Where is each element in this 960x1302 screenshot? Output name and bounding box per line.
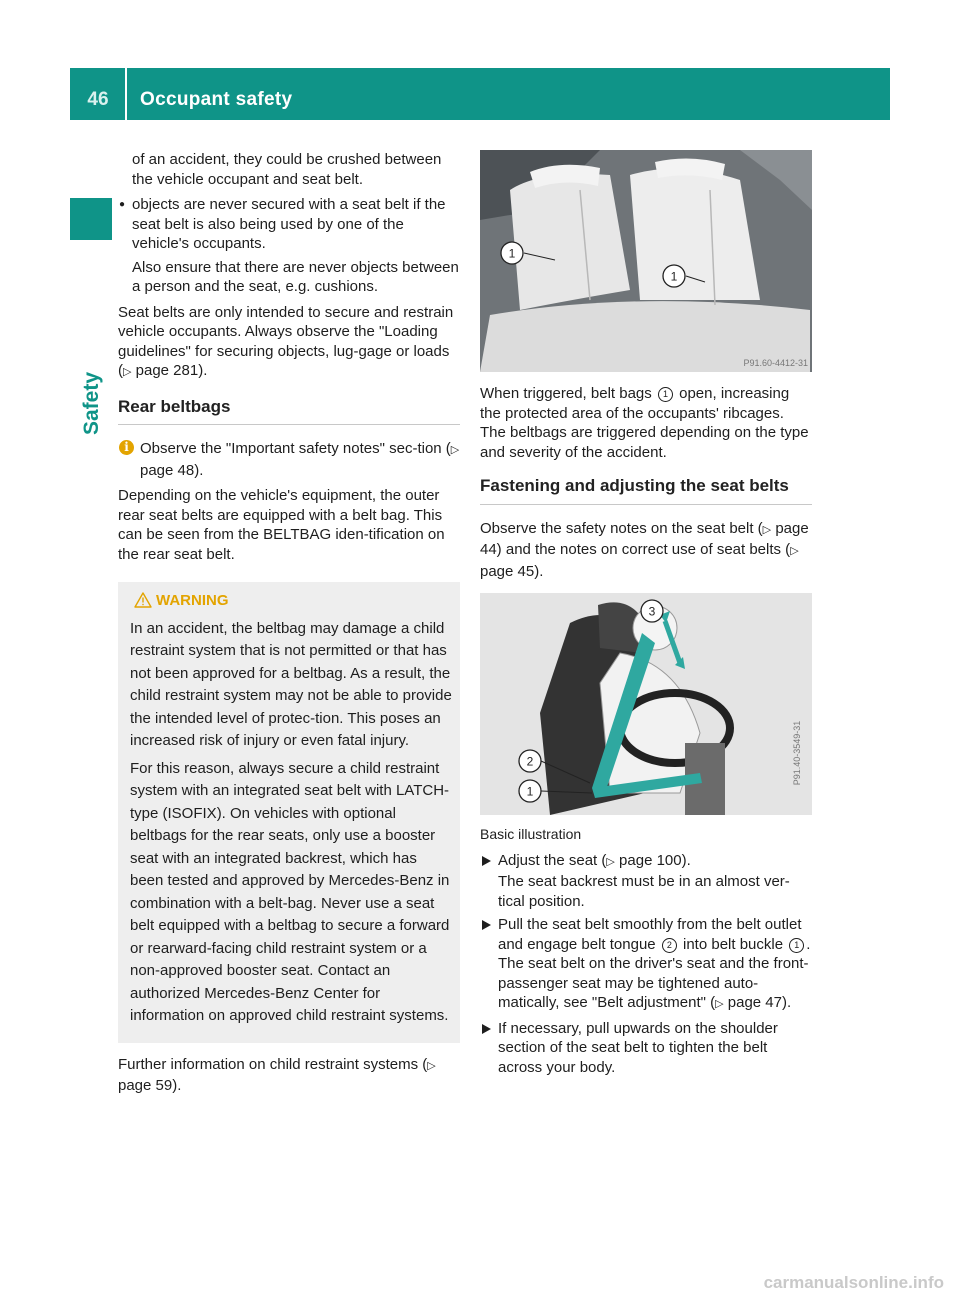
step-tighten: If necessary, pull upwards on the shoulder section of the seat belt to tighten the belt across your body. <box>480 1019 812 1078</box>
step-pull-belt <box>480 915 812 1015</box>
warning-title-text: WARNING <box>156 592 229 609</box>
seat-belt-image <box>480 593 812 815</box>
page-ref-link[interactable]: page 281). <box>135 362 208 379</box>
step2-text-b: into belt buckle <box>683 935 784 953</box>
rear-seat-illustration <box>480 150 812 372</box>
bullet-objects: ● objects are never secured with a seat belt if the seat belt is also being used by one of the vehicle's occupants. <box>118 195 460 254</box>
page-number: 46 <box>87 89 109 110</box>
page-ref-link[interactable]: page 48). <box>140 461 204 479</box>
footer-watermark: carmanualsonline.info <box>763 1272 944 1292</box>
callout-1b: 1 <box>670 269 678 284</box>
paragraph-cushions: Also ensure that there are never objects between a person and the seat, e.g. cushions. <box>132 258 459 295</box>
page-ref-link[interactable]: page 44) and the notes on correct use of seat belts ( <box>480 519 809 558</box>
belts-intro-text: Seat belts are only intended to secure and restrain vehicle occupants. Always observe the "Loading guidelines" for securing objects, lug-gage or loads ( <box>118 303 454 379</box>
note-text: Observe the "Important safety notes" sec-tion ( <box>140 440 451 457</box>
page-ref-link[interactable]: page 100). <box>619 851 691 869</box>
callout-ref-1: 1 <box>789 938 804 953</box>
image-code: P91.60-4412-31 <box>743 358 808 368</box>
page-ref-icon: ▷ <box>715 998 724 1010</box>
image-code: P91.40-3549-31 <box>792 720 802 786</box>
info-icon: i <box>119 440 134 455</box>
seat-belt-illustration <box>480 593 812 815</box>
heading-fastening: Fastening and adjusting the seat belts <box>480 476 812 505</box>
paragraph-observe <box>480 519 812 582</box>
callout-ref-1: 1 <box>658 387 673 402</box>
page-ref-icon: ▷ <box>606 855 615 868</box>
step2-text-c: . <box>806 935 811 953</box>
callout-1: 1 <box>526 784 534 799</box>
step-adjust-seat <box>480 851 812 912</box>
paragraph-further <box>118 1055 460 1096</box>
step1-text-c: The seat backrest must be in an almost ver-tical position. <box>498 873 790 910</box>
info-note <box>118 439 460 480</box>
paragraph-triggered <box>480 384 812 462</box>
step1-text-a: Adjust the seat ( <box>498 851 607 869</box>
callout-3: 3 <box>648 604 656 619</box>
step2-text-d: The seat belt on the driver's seat and the front-passenger seat may be tightened auto-matically, see "Belt adjustment" ( <box>498 955 809 1011</box>
page-ref-icon: ▷ <box>790 545 799 557</box>
page-ref-link[interactable]: page 45). <box>480 562 544 580</box>
page-ref-link[interactable]: page 47). <box>727 994 792 1011</box>
warning-box <box>118 582 460 1043</box>
triggered-text-b: open, increasing the protected area of the occupants' ribcages. The beltbags are triggered depending on the type and severity of the accident. <box>480 385 809 461</box>
paragraph-belts-intro <box>118 303 460 383</box>
paragraph-crushed: of an accident, they could be crushed between the vehicle occupant and seat belt. <box>132 151 442 188</box>
page-ref-link[interactable]: page 59). <box>118 1077 182 1094</box>
page-ref-icon: ▷ <box>762 523 772 536</box>
page-ref-icon: ▷ <box>427 1059 436 1072</box>
paragraph-equipment: Depending on the vehicle's equipment, the outer rear seat belts are equipped with a belt bag. This can be seen from the BELTBAG iden-tification on the rear seat belt. <box>118 487 445 563</box>
warning-title <box>130 590 452 613</box>
page-ref-icon: ▷ <box>123 366 132 378</box>
callout-1a: 1 <box>508 246 516 261</box>
section-marker <box>70 198 112 240</box>
image-caption: Basic illustration <box>480 826 582 842</box>
page-ref-icon: ▷ <box>450 444 460 456</box>
observe-text-a: Observe the safety notes on the seat belt ( <box>480 519 763 537</box>
callout-2: 2 <box>526 754 534 769</box>
left-column <box>118 150 460 1102</box>
warning-paragraph-2: For this reason, always secure a child restraint system with an integrated seat belt with LATCH-type (ISOFIX). On vehicles with optional beltbags for the rear seats, only use a booster seat with an integrated backrest, which has been tested and approved by Mercedes-Benz in combination with a belt-bag. Never use a seat belt equipped with a beltbag to secure a forward or rearward-facing child restraint system or a non-approved booster seat. Contact an authorized Mercedes-Benz Center for information on approved child restraint systems. <box>130 759 450 1024</box>
warning-paragraph-1: In an accident, the beltbag may damage a child restraint system that is not permitted or that has not been approved for a beltbag. As a result, the child restraint system may not be able to provide the intended level of protec-tion. This poses an increased risk of injury or even fatal injury. <box>130 619 452 749</box>
page-title: Occupant safety <box>140 89 293 110</box>
callout-ref-2: 2 <box>662 938 677 953</box>
heading-rear-beltbags: Rear beltbags <box>118 397 460 426</box>
header-divider <box>125 68 127 120</box>
warning-triangle-icon <box>134 592 152 608</box>
right-column <box>480 150 812 1081</box>
step2-text-a: Pull the seat belt smoothly from the belt outlet and engage belt tongue <box>498 916 802 953</box>
further-text: Further information on child restraint systems ( <box>118 1055 428 1073</box>
triggered-text-a: When triggered, belt bags <box>480 385 652 402</box>
section-label: Safety <box>80 371 103 435</box>
rear-seat-image <box>480 150 812 372</box>
